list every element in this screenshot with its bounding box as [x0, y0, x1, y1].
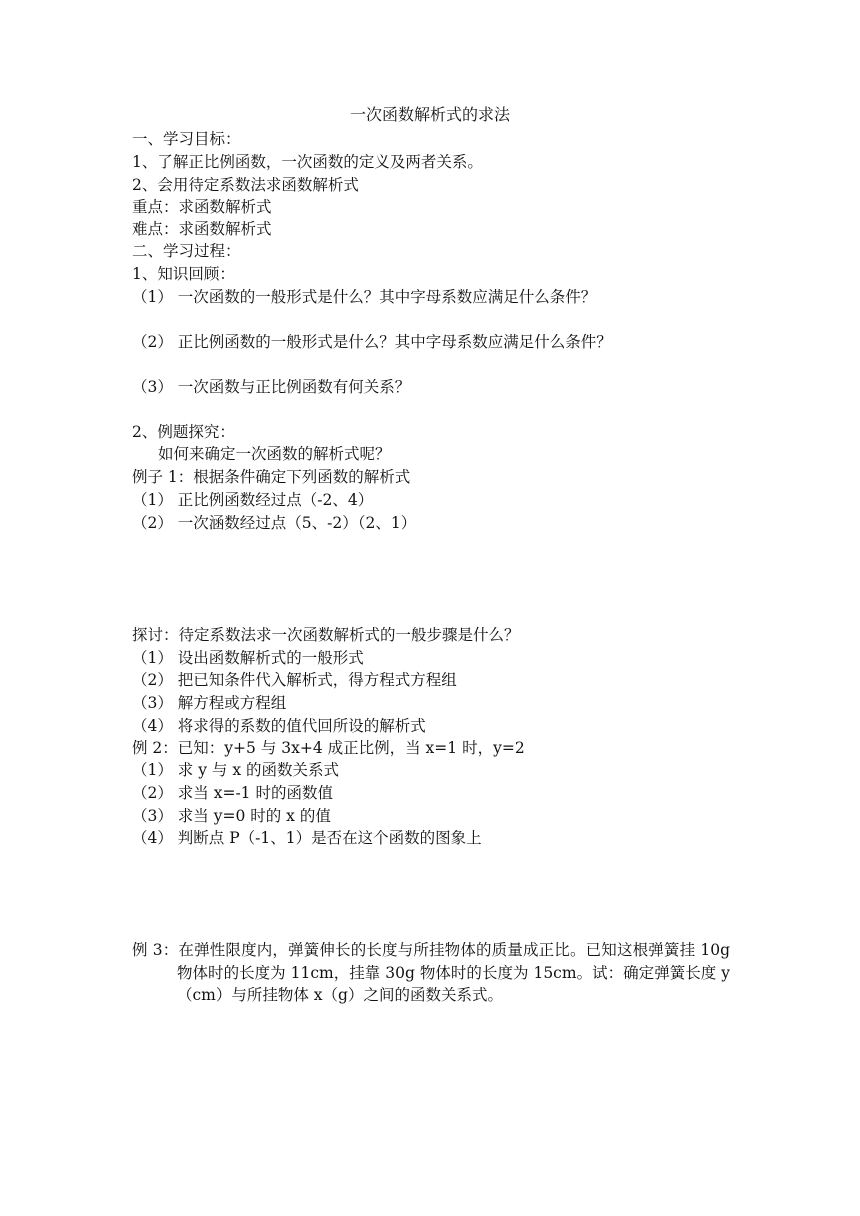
example2-item: （2） 求当 x=-1 时的函数值	[132, 784, 333, 802]
process-heading: 二、学习过程：	[132, 242, 241, 260]
difficult-point: 难点：求函数解析式	[132, 220, 272, 238]
example2-item: （1） 求 y 与 x 的函数关系式	[132, 761, 339, 779]
document-title: 一次函数解析式的求法	[349, 105, 510, 124]
review-question: （2） 正比例函数的一般形式是什么？其中字母系数应满足什么条件？	[132, 333, 612, 351]
explore-intro: 如何来确定一次函数的解析式呢？	[158, 445, 391, 463]
key-point: 重点：求函数解析式	[132, 198, 272, 216]
objective-item: 2、会用待定系数法求函数解析式	[132, 176, 359, 194]
explore-heading: 2、例题探究：	[132, 423, 235, 441]
example3-paragraph	[132, 939, 730, 1007]
example2-item: （4） 判断点 P（-1、1）是否在这个函数的图象上	[132, 829, 482, 847]
example2-heading: 例 2：已知：y+5 与 3x+4 成正比例，当 x=1 时，y=2	[132, 739, 525, 757]
objectives-heading: 一、学习目标：	[132, 130, 241, 148]
review-question: （3） 一次函数与正比例函数有何关系？	[132, 378, 411, 396]
discussion-step: （3） 解方程或方程组	[132, 694, 287, 712]
example1-heading: 例子 1：根据条件确定下列函数的解析式	[132, 468, 411, 486]
review-heading: 1、知识回顾：	[132, 265, 235, 283]
discussion-step: （2） 把已知条件代入解析式，得方程式方程组	[132, 671, 457, 689]
example1-item: （1） 正比例函数经过点（-2、4）	[132, 491, 374, 509]
discussion-step: （4） 将求得的系数的值代回所设的解析式	[132, 717, 426, 735]
example3-text: 例 3：在弹性限度内，弹簧伸长的长度与所挂物体的质量成正比。已知这根弹簧挂 10g 物体时的长度为 11cm，挂靠 30g 物体时的长度为 15cm。试：确定弹簧长度 y（cm）与所挂物体 x（g）之间的函数关系式。	[132, 941, 730, 1004]
example1-item: （2） 一次涵数经过点（5、-2）（2、1）	[132, 514, 417, 532]
example2-item: （3） 求当 y=0 时的 x 的值	[132, 807, 331, 825]
objective-item: 1、了解正比例函数，一次函数的定义及两者关系。	[132, 153, 483, 171]
discussion-heading: 探讨：待定系数法求一次函数解析式的一般步骤是什么？	[132, 626, 520, 644]
review-question: （1） 一次函数的一般形式是什么？其中字母系数应满足什么条件？	[132, 288, 597, 306]
discussion-step: （1） 设出函数解析式的一般形式	[132, 649, 364, 667]
